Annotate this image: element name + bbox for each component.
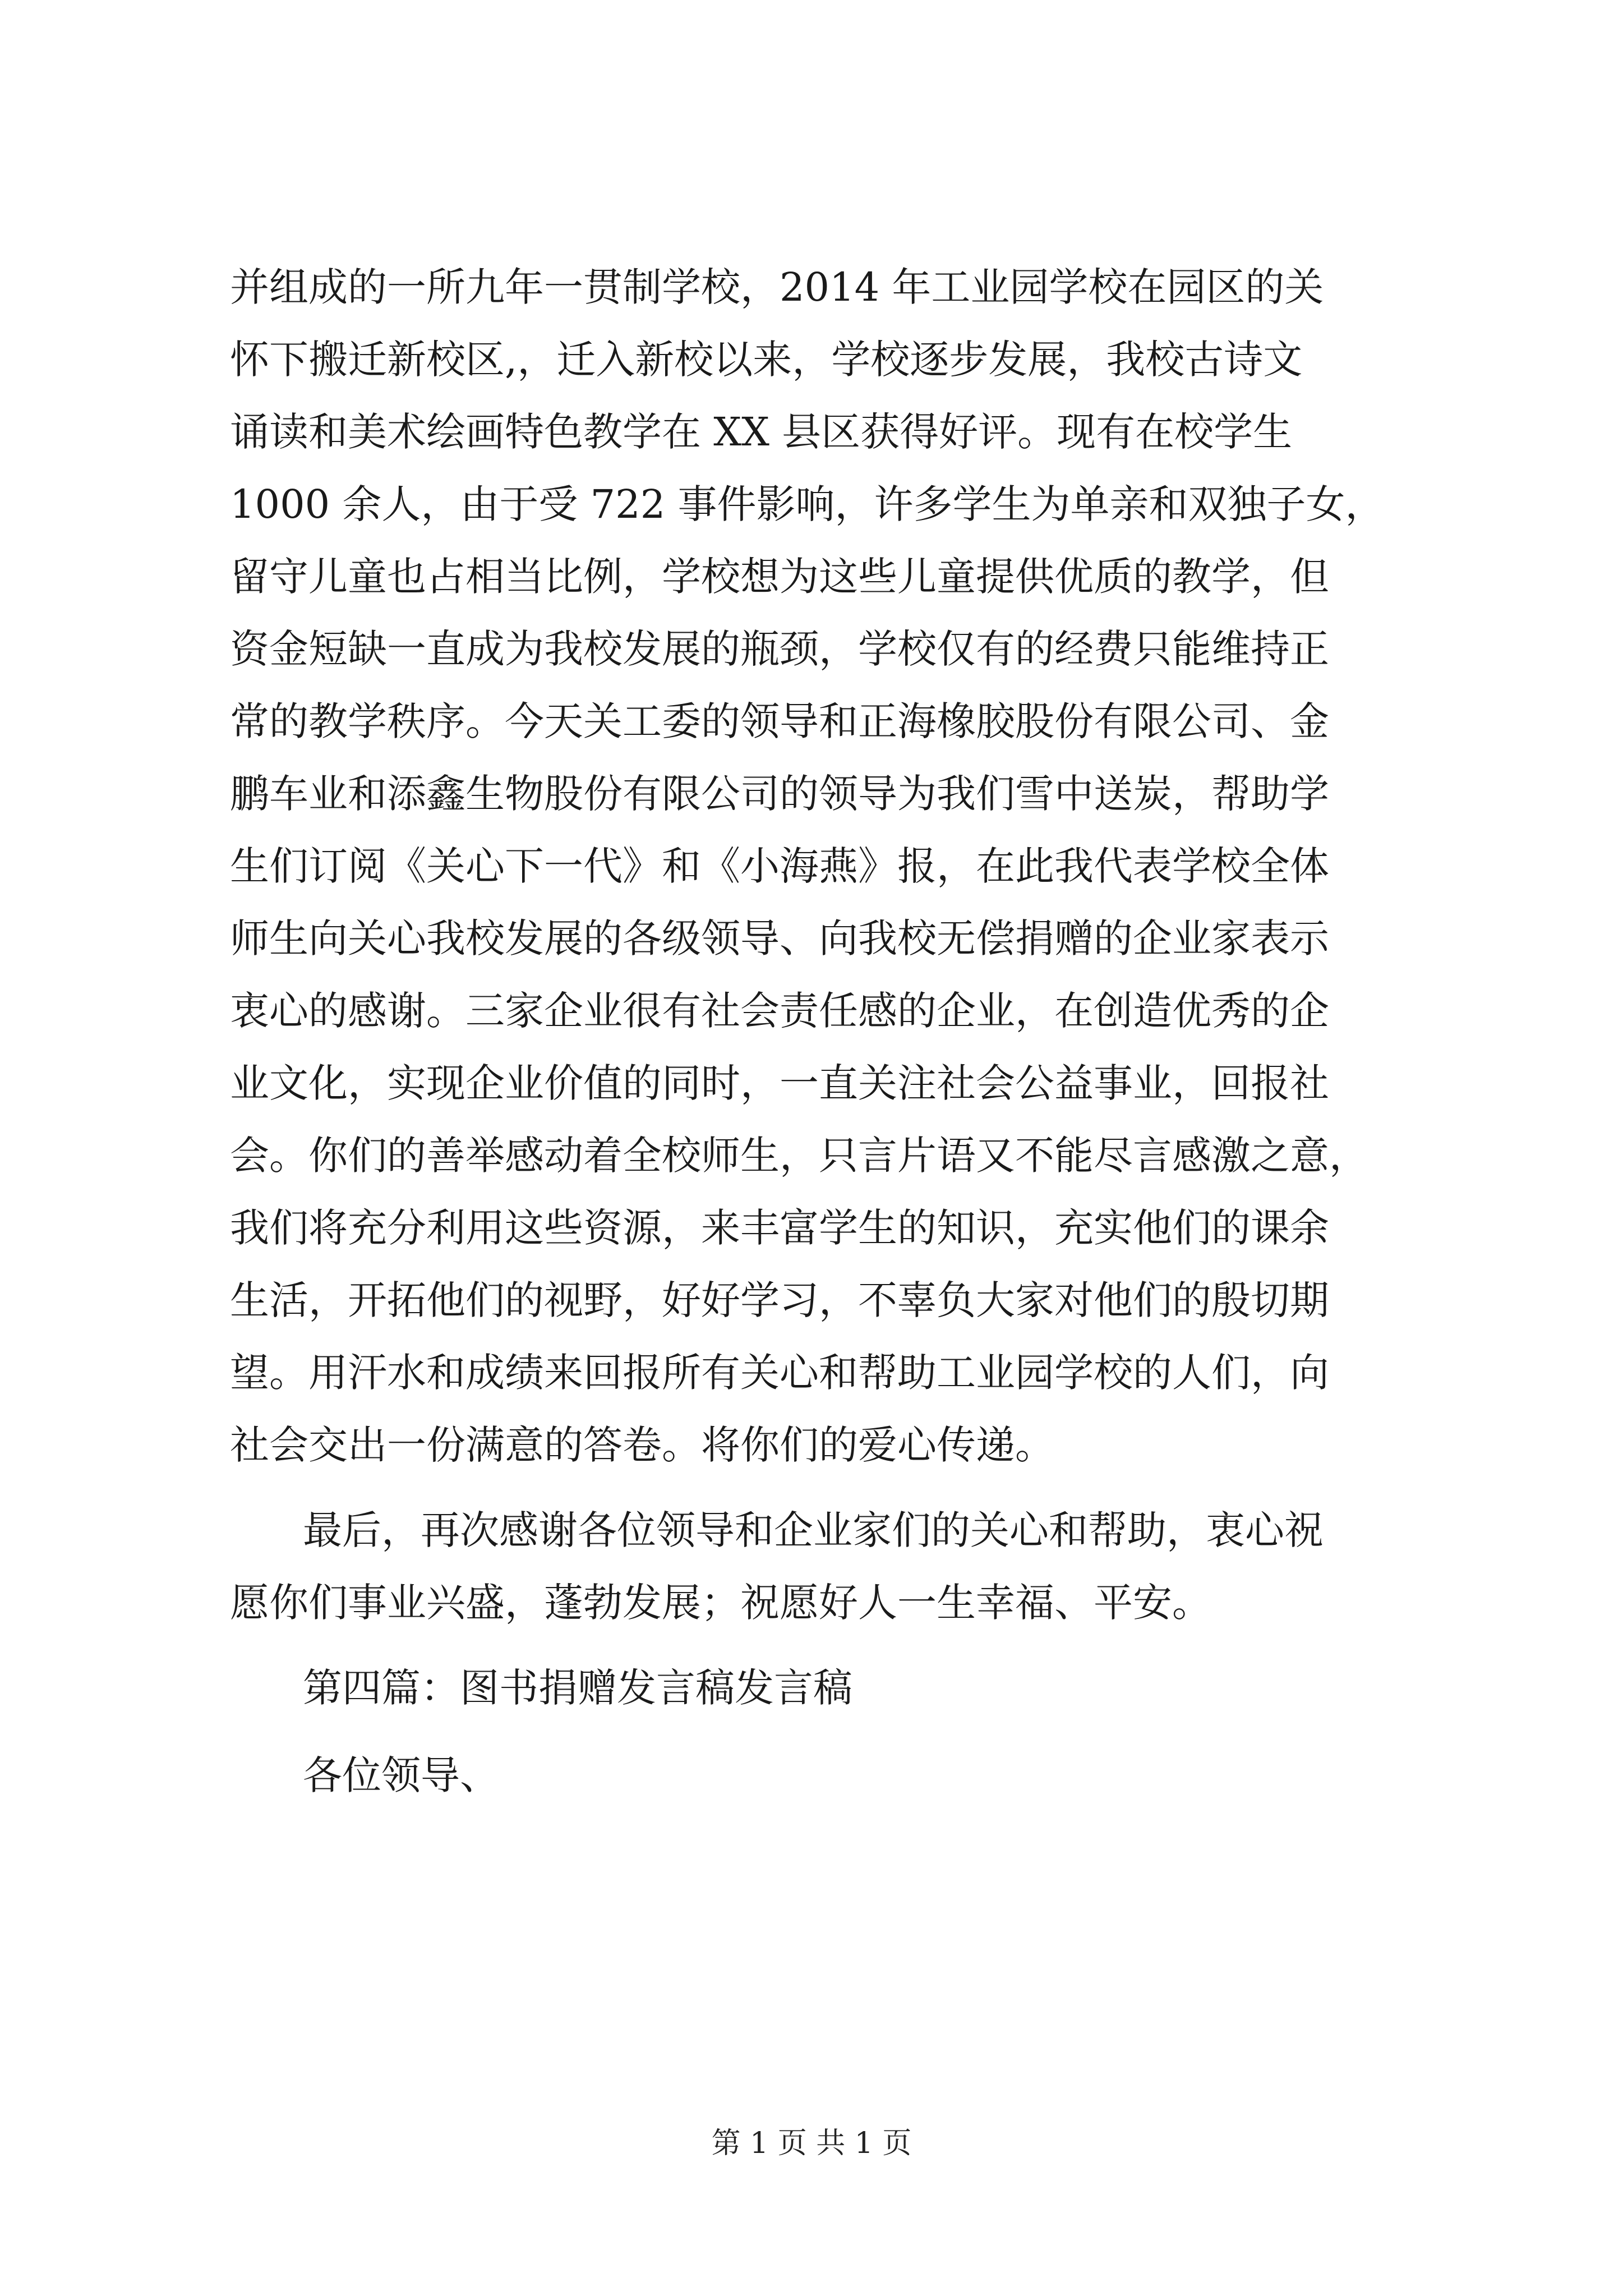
body-text-line: 师生向关心我校发展的各级领导、向我校无偿捐赠的企业家表示 bbox=[230, 915, 1329, 961]
body-text-line: 社会交出一份满意的答卷。将你们的爱心传递。 bbox=[230, 1422, 1054, 1468]
section-heading: 第四篇：图书捐赠发言稿发言稿 bbox=[303, 1665, 852, 1711]
closing-text-line: 愿你们事业兴盛，蓬勃发展；祝愿好人一生幸福、平安。 bbox=[230, 1580, 1211, 1626]
body-text-line: 常的教学秩序。今天关工委的领导和正海橡胶股份有限公司、金 bbox=[230, 698, 1329, 744]
body-text-line: 会。你们的善举感动着全校师生，只言片语又不能尽言感激之意， bbox=[230, 1133, 1368, 1179]
body-text-line: 鹏车业和添鑫生物股份有限公司的领导为我们雪中送炭，帮助学 bbox=[230, 771, 1329, 817]
body-text-line: 1000 余人，由于受 722 事件影响，许多学生为单亲和双独子女， bbox=[230, 481, 1385, 527]
closing-text-line: 最后，再次感谢各位领导和企业家们的关心和帮助，衷心祝 bbox=[303, 1507, 1324, 1553]
body-text-line: 业文化，实现企业价值的同时，一直关注社会公益事业，回报社 bbox=[230, 1060, 1329, 1106]
body-text-line: 留守儿童也占相当比例，学校想为这些儿童提供优质的教学，但 bbox=[230, 554, 1329, 600]
body-text-line: 并组成的一所九年一贯制学校，2014 年工业园学校在园区的关 bbox=[230, 264, 1324, 310]
body-text-line: 我们将充分利用这些资源，来丰富学生的知识，充实他们的课余 bbox=[230, 1205, 1329, 1251]
body-text-line: 生们订阅《关心下一代》和《小海燕》报，在此我代表学校全体 bbox=[230, 843, 1329, 889]
body-text-line: 衷心的感谢。三家企业很有社会责任感的企业，在创造优秀的企 bbox=[230, 988, 1329, 1034]
page-footer: 第 1 页 共 1 页 bbox=[711, 2127, 912, 2160]
body-text-line: 怀下搬迁新校区,，迁入新校以来，学校逐步发展，我校古诗文 bbox=[230, 337, 1303, 383]
body-text-line: 诵读和美术绘画特色教学在 XX 县区获得好评。现有在校学生 bbox=[230, 409, 1293, 455]
body-text-line: 生活，开拓他们的视野，好好学习，不辜负大家对他们的殷切期 bbox=[230, 1277, 1329, 1323]
body-text-line: 资金短缺一直成为我校发展的瓶颈，学校仅有的经费只能维持正 bbox=[230, 626, 1329, 672]
salutation: 各位领导、 bbox=[303, 1752, 499, 1798]
body-text-line: 望。用汗水和成绩来回报所有关心和帮助工业园学校的人们，向 bbox=[230, 1350, 1329, 1396]
